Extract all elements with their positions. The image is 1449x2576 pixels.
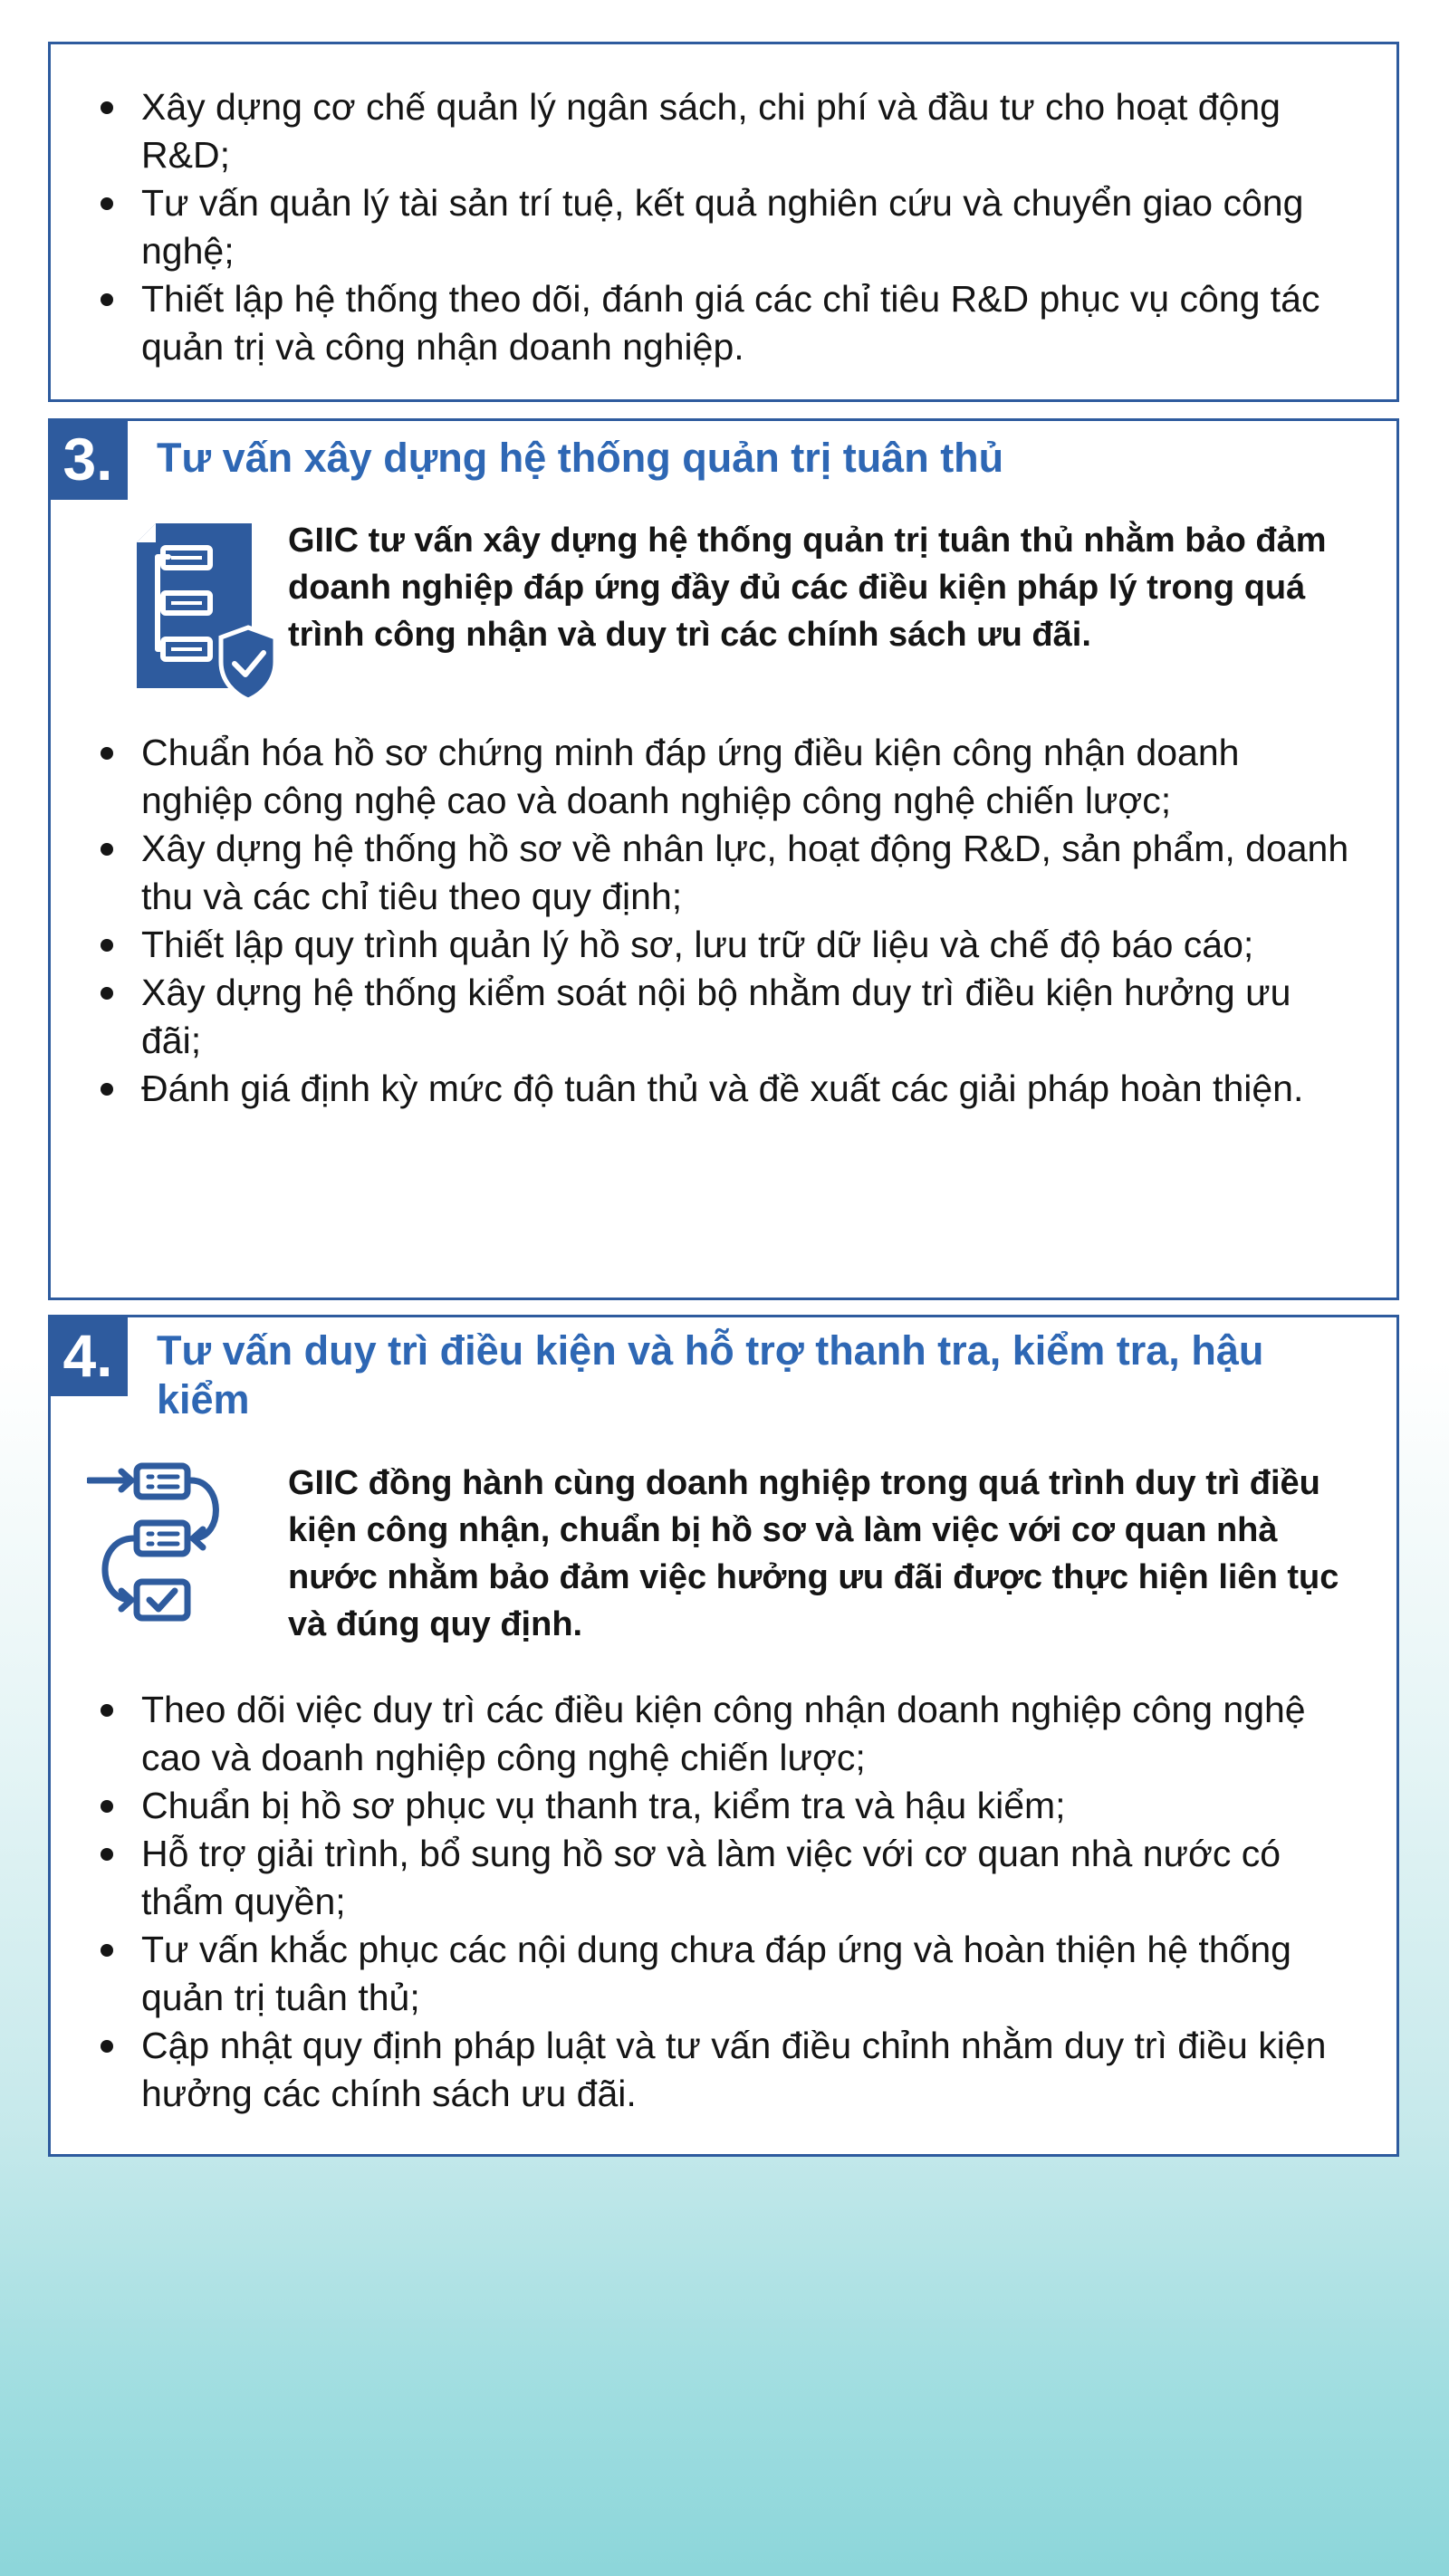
document-flow-shield-icon — [87, 521, 309, 706]
section-intro: GIIC đồng hành cùng doanh nghiệp trong quá trình duy trì điều kiện công nhận, chuẩn bị hồ sơ và làm việc với cơ quan nhà nước nhằm bảo đảm việc hưởng ưu đãi được thực hiện liên tục và đúng quy định. — [288, 1464, 1339, 1643]
section-3-card — [48, 418, 1399, 1300]
list-item: Xây dựng hệ thống hồ sơ về nhân lực, hoạt động R&D, sản phẩm, doanh thu và các chỉ tiêu theo quy định; — [51, 825, 1396, 921]
section-2-continued-card — [48, 42, 1399, 402]
list-item: Chuẩn hóa hồ sơ chứng minh đáp ứng điều kiện công nhận doanh nghiệp công nghệ cao và doanh nghiệp công nghệ chiến lược; — [51, 729, 1396, 825]
list-item: Chuẩn bị hồ sơ phục vụ thanh tra, kiểm tra và hậu kiểm; — [51, 1782, 1396, 1830]
section-number-badge: 3. — [48, 418, 128, 500]
section-title: Tư vấn xây dựng hệ thống quản trị tuân thủ — [157, 435, 1004, 481]
list-item: Tư vấn quản lý tài sản trí tuệ, kết quả nghiên cứu và chuyển giao công nghệ; — [51, 179, 1396, 275]
section-3-bullet-list — [51, 729, 1396, 1113]
workflow-checklist-icon — [87, 1462, 309, 1630]
list-item: Thiết lập hệ thống theo dõi, đánh giá các chỉ tiêu R&D phục vụ công tác quản trị và công nhận doanh nghiệp. — [51, 275, 1396, 371]
section-number-badge: 4. — [48, 1315, 128, 1396]
list-item: Xây dựng cơ chế quản lý ngân sách, chi phí và đầu tư cho hoạt động R&D; — [51, 83, 1396, 179]
section-intro: GIIC tư vấn xây dựng hệ thống quản trị tuân thủ nhằm bảo đảm doanh nghiệp đáp ứng đầy đủ các điều kiện pháp lý trong quá trình công nhận và duy trì các chính sách ưu đãi. — [288, 522, 1327, 654]
list-item: Đánh giá định kỳ mức độ tuân thủ và đề xuất các giải pháp hoàn thiện. — [51, 1065, 1396, 1113]
list-item: Theo dõi việc duy trì các điều kiện công nhận doanh nghiệp công nghệ cao và doanh nghiệp công nghệ chiến lược; — [51, 1686, 1396, 1782]
list-item: Cập nhật quy định pháp luật và tư vấn điều chỉnh nhằm duy trì điều kiện hưởng các chính sách ưu đãi. — [51, 2022, 1396, 2118]
list-item: Hỗ trợ giải trình, bổ sung hồ sơ và làm việc với cơ quan nhà nước có thẩm quyền; — [51, 1830, 1396, 1926]
list-item: Thiết lập quy trình quản lý hồ sơ, lưu trữ dữ liệu và chế độ báo cáo; — [51, 921, 1396, 969]
section-title: Tư vấn duy trì điều kiện và hỗ trợ thanh tra, kiểm tra, hậu kiểm — [157, 1327, 1264, 1422]
section-4-bullet-list — [51, 1686, 1396, 2118]
section-4-card — [48, 1315, 1399, 2157]
section-2-bullet-list — [51, 83, 1396, 371]
list-item: Xây dựng hệ thống kiểm soát nội bộ nhằm duy trì điều kiện hưởng ưu đãi; — [51, 969, 1396, 1065]
list-item: Tư vấn khắc phục các nội dung chưa đáp ứng và hoàn thiện hệ thống quản trị tuân thủ; — [51, 1926, 1396, 2022]
